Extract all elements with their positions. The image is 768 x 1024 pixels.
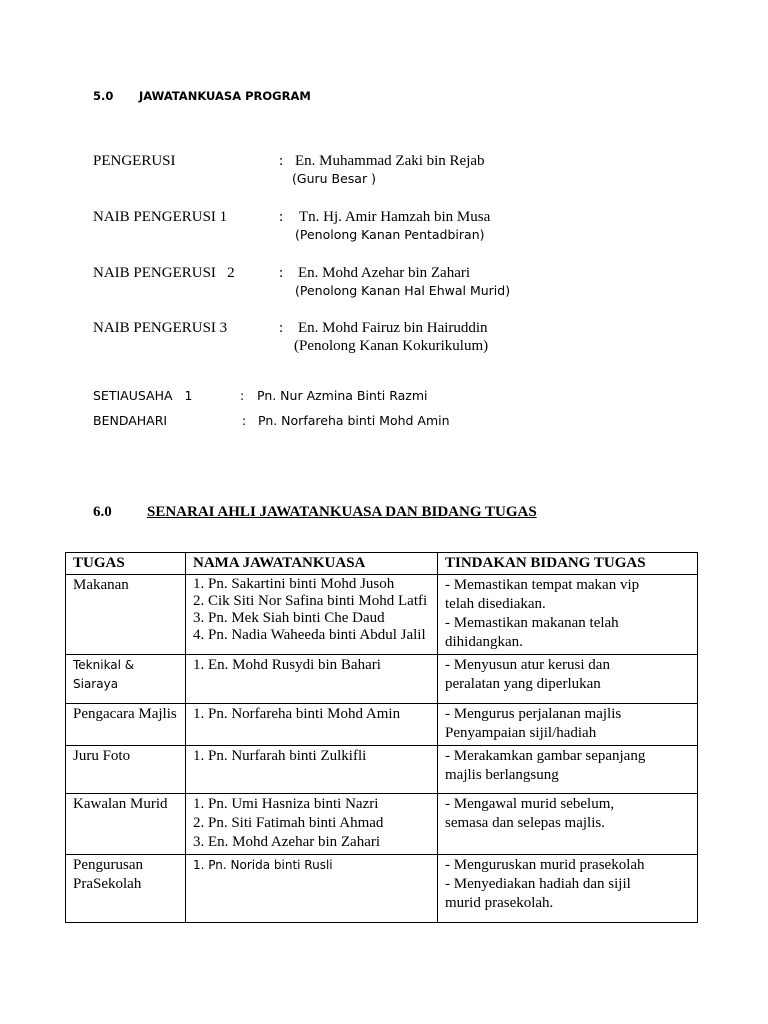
name-setiausaha: Pn. Nur Azmina Binti Razmi [257, 388, 428, 403]
names-cell [186, 704, 438, 746]
table-row [66, 746, 698, 794]
note-pengerusi: (Guru Besar ) [292, 171, 376, 186]
role-pengerusi: PENGERUSI [93, 153, 176, 169]
member-name: 1. Pn. Sakartini binti Mohd Jusoh [193, 576, 395, 592]
names-cell [186, 794, 438, 855]
member-name: 2. Cik Siti Nor Safina binti Mohd Latfi [193, 593, 428, 609]
note-naib-pengerusi-3: (Penolong Kanan Kokurikulum) [294, 338, 489, 354]
names-cell [186, 746, 438, 794]
action-line: - Mengurus perjalanan majlis [445, 706, 622, 722]
task-label: Pengurusan PraSekolah [73, 857, 143, 892]
member-name: 4. Pn. Nadia Waheeda binti Abdul Jalil [193, 627, 426, 643]
member-name: 3. En. Mohd Azehar bin Zahari [193, 834, 381, 850]
table-row [66, 575, 698, 655]
colon: : [279, 320, 284, 336]
actions-cell [438, 794, 698, 855]
action-line: telah disediakan. [445, 596, 546, 612]
table-row [66, 655, 698, 704]
action-line: - Mengawal murid sebelum, [445, 796, 615, 812]
names-cell [186, 855, 438, 923]
role-naib-pengerusi-2: NAIB PENGERUSI 2 [93, 265, 235, 281]
actions-cell [438, 704, 698, 746]
name-naib-pengerusi-1: Tn. Hj. Amir Hamzah bin Musa [299, 209, 491, 225]
member-name: 1. Pn. Norfareha binti Mohd Amin [193, 706, 401, 722]
actions-cell [438, 575, 698, 655]
header-tugas: TUGAS [66, 553, 186, 575]
section-5-number: 5.0 [93, 89, 114, 103]
name-pengerusi: En. Muhammad Zaki bin Rejab [295, 153, 485, 169]
table-row [66, 704, 698, 746]
role-setiausaha: SETIAUSAHA 1 [93, 388, 193, 403]
role-naib-pengerusi-1: NAIB PENGERUSI 1 [93, 209, 228, 225]
member-name: 1. En. Mohd Rusydi bin Bahari [193, 657, 381, 673]
action-line: - Menyusun atur kerusi dan [445, 657, 610, 673]
name-naib-pengerusi-3: En. Mohd Fairuz bin Hairuddin [298, 320, 488, 336]
action-line: - Memastikan makanan telah [445, 615, 619, 631]
member-name: 2. Pn. Siti Fatimah binti Ahmad [193, 815, 384, 831]
role-bendahari: BENDAHARI [93, 413, 168, 428]
section-6-number: 6.0 [93, 504, 112, 520]
action-line: semasa dan selepas majlis. [445, 815, 605, 831]
section-5-title: JAWATANKUASA PROGRAM [139, 89, 311, 103]
member-name: 1. Pn. Norida binti Rusli [193, 858, 333, 872]
role-naib-pengerusi-3: NAIB PENGERUSI 3 [93, 320, 228, 336]
action-line: Penyampaian sijil/hadiah [445, 725, 597, 741]
action-line: - Menguruskan murid prasekolah [445, 857, 645, 873]
colon: : [240, 388, 245, 403]
table-row [66, 794, 698, 855]
member-name: 3. Pn. Mek Siah binti Che Daud [193, 610, 385, 626]
name-naib-pengerusi-2: En. Mohd Azehar bin Zahari [298, 265, 471, 281]
colon: : [279, 265, 284, 281]
task-label: Teknikal & Siaraya [73, 658, 135, 691]
member-name: 1. Pn. Umi Hasniza binti Nazri [193, 796, 379, 812]
member-name: 1. Pn. Nurfarah binti Zulkifli [193, 748, 367, 764]
names-cell [186, 655, 438, 704]
task-cell: Juru Foto [66, 746, 186, 794]
actions-cell [438, 855, 698, 923]
colon: : [242, 413, 247, 428]
note-naib-pengerusi-2: (Penolong Kanan Hal Ehwal Murid) [295, 283, 511, 298]
actions-cell [438, 655, 698, 704]
action-line: peralatan yang diperlukan [445, 676, 601, 692]
header-tindakan: TINDAKAN BIDANG TUGAS [438, 553, 698, 575]
action-line: murid prasekolah. [445, 895, 554, 911]
names-cell [186, 575, 438, 655]
header-nama-jawatankuasa: NAMA JAWATANKUASA [186, 553, 438, 575]
table-row [66, 855, 698, 923]
action-line: majlis berlangsung [445, 767, 559, 783]
task-cell [66, 655, 186, 704]
actions-cell [438, 746, 698, 794]
action-line: - Menyediakan hadiah dan sijil [445, 876, 631, 892]
note-naib-pengerusi-1: (Penolong Kanan Pentadbiran) [295, 227, 485, 242]
task-cell: Kawalan Murid [66, 794, 186, 855]
committee-duties-table [65, 552, 698, 923]
table-header-row [66, 553, 698, 575]
task-cell [66, 855, 186, 923]
task-cell: Makanan [66, 575, 186, 655]
colon: : [279, 153, 284, 169]
action-line: - Memastikan tempat makan vip [445, 577, 640, 593]
colon: : [279, 209, 284, 225]
action-line: - Merakamkan gambar sepanjang [445, 748, 646, 764]
section-6-title: SENARAI AHLI JAWATANKUASA DAN BIDANG TUGAS [147, 504, 537, 520]
name-bendahari: Pn. Norfareha binti Mohd Amin [258, 413, 450, 428]
action-line: dihidangkan. [445, 634, 523, 650]
task-cell: Pengacara Majlis [66, 704, 186, 746]
